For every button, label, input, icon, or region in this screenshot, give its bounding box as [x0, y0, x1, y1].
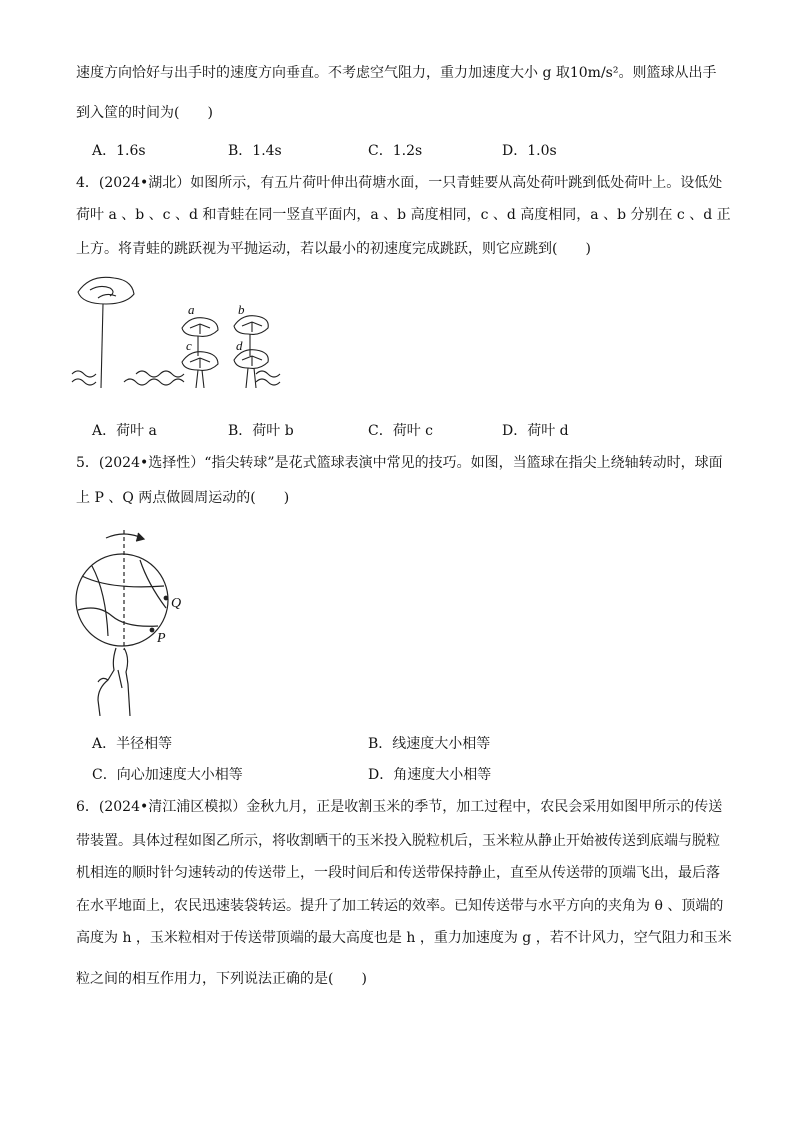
q5-option-c: C．向心加速度大小相等 — [92, 767, 243, 783]
q4-option-d: D．荷叶 d — [502, 423, 569, 439]
q6-line6: 粒之间的相互作用力，下列说法正确的是( ) — [76, 971, 367, 987]
q3-option-a: A．1.6s — [92, 143, 146, 159]
leaf-label-d: d — [236, 338, 243, 353]
q3-option-c: C．1.2s — [368, 143, 423, 159]
point-label-p: P — [157, 631, 166, 646]
q5-line1: 5．(2024•选择性）“指尖转球”是花式篮球表演中常见的技巧。如图，当篮球在指尖上绕轴转动时，球面 — [76, 455, 723, 471]
q4-option-c: C．荷叶 c — [368, 423, 434, 439]
q5-line2: 上 P 、Q 两点做圆周运动的( ) — [76, 490, 290, 506]
q4-line1: 4．(2024•湖北）如图所示，有五片荷叶伸出荷塘水面，一只青蛙要从高处荷叶跳到低处荷叶上。设低处 — [76, 175, 723, 191]
q6-line3: 机相连的顺时针匀速转动的传送带上，一段时间后和传送带保持静止，直至从传送带的顶端飞出，最后落 — [76, 865, 720, 881]
q6-line4: 在水平地面上，农民迅速装袋转运。提升了加工转运的效率。已知传送带与水平方向的夹角为 θ 、顶端的 — [76, 898, 724, 914]
q6-line5: 高度为 h ，玉米粒相对于传送带顶端的最大高度也是 h ，重力加速度为 g ，若不计风力，空气阻力和玉米 — [76, 930, 732, 946]
q6-line2: 带装置。具体过程如图乙所示，将收割晒干的玉米投入脱粒机后，玉米粒从静止开始被传送到底端与脱粒 — [76, 833, 720, 849]
leaf-label-c: c — [186, 338, 192, 353]
q5-option-a: A．半径相等 — [92, 736, 173, 752]
leaf-label-b: b — [238, 302, 245, 317]
lotus-pond-figure — [70, 270, 300, 400]
q4-line3: 上方。将青蛙的跳跃视为平抛运动，若以最小的初速度完成跳跃，则它应跳到( ) — [76, 241, 591, 257]
q5-option-b: B．线速度大小相等 — [368, 736, 491, 752]
q4-option-b: B．荷叶 b — [228, 423, 294, 439]
q6-line1: 6．(2024•清江浦区模拟）金秋九月，正是收割玉米的季节，加工过程中，农民会采用如图甲所示的传送 — [76, 799, 723, 815]
leaf-label-a: a — [188, 302, 195, 317]
q4-option-a: A．荷叶 a — [92, 423, 157, 439]
q3-option-b: B．1.4s — [228, 143, 282, 159]
spinning-basketball-figure — [68, 520, 198, 716]
q5-option-d: D．角速度大小相等 — [368, 767, 492, 783]
q3-stem-line2: 到入筐的时间为( ) — [76, 105, 213, 121]
q3-option-d: D．1.0s — [502, 143, 557, 159]
q3-stem-line1: 速度方向恰好与出手时的速度方向垂直。不考虑空气阻力，重力加速度大小 g 取10m/s²。则篮球从出手 — [76, 65, 717, 81]
point-label-q: Q — [171, 596, 182, 611]
q4-line2: 荷叶 a 、b 、c 、d 和青蛙在同一竖直平面内，a 、b 高度相同，c 、d 高度相同，a 、b 分别在 c 、d 正 — [76, 207, 731, 223]
